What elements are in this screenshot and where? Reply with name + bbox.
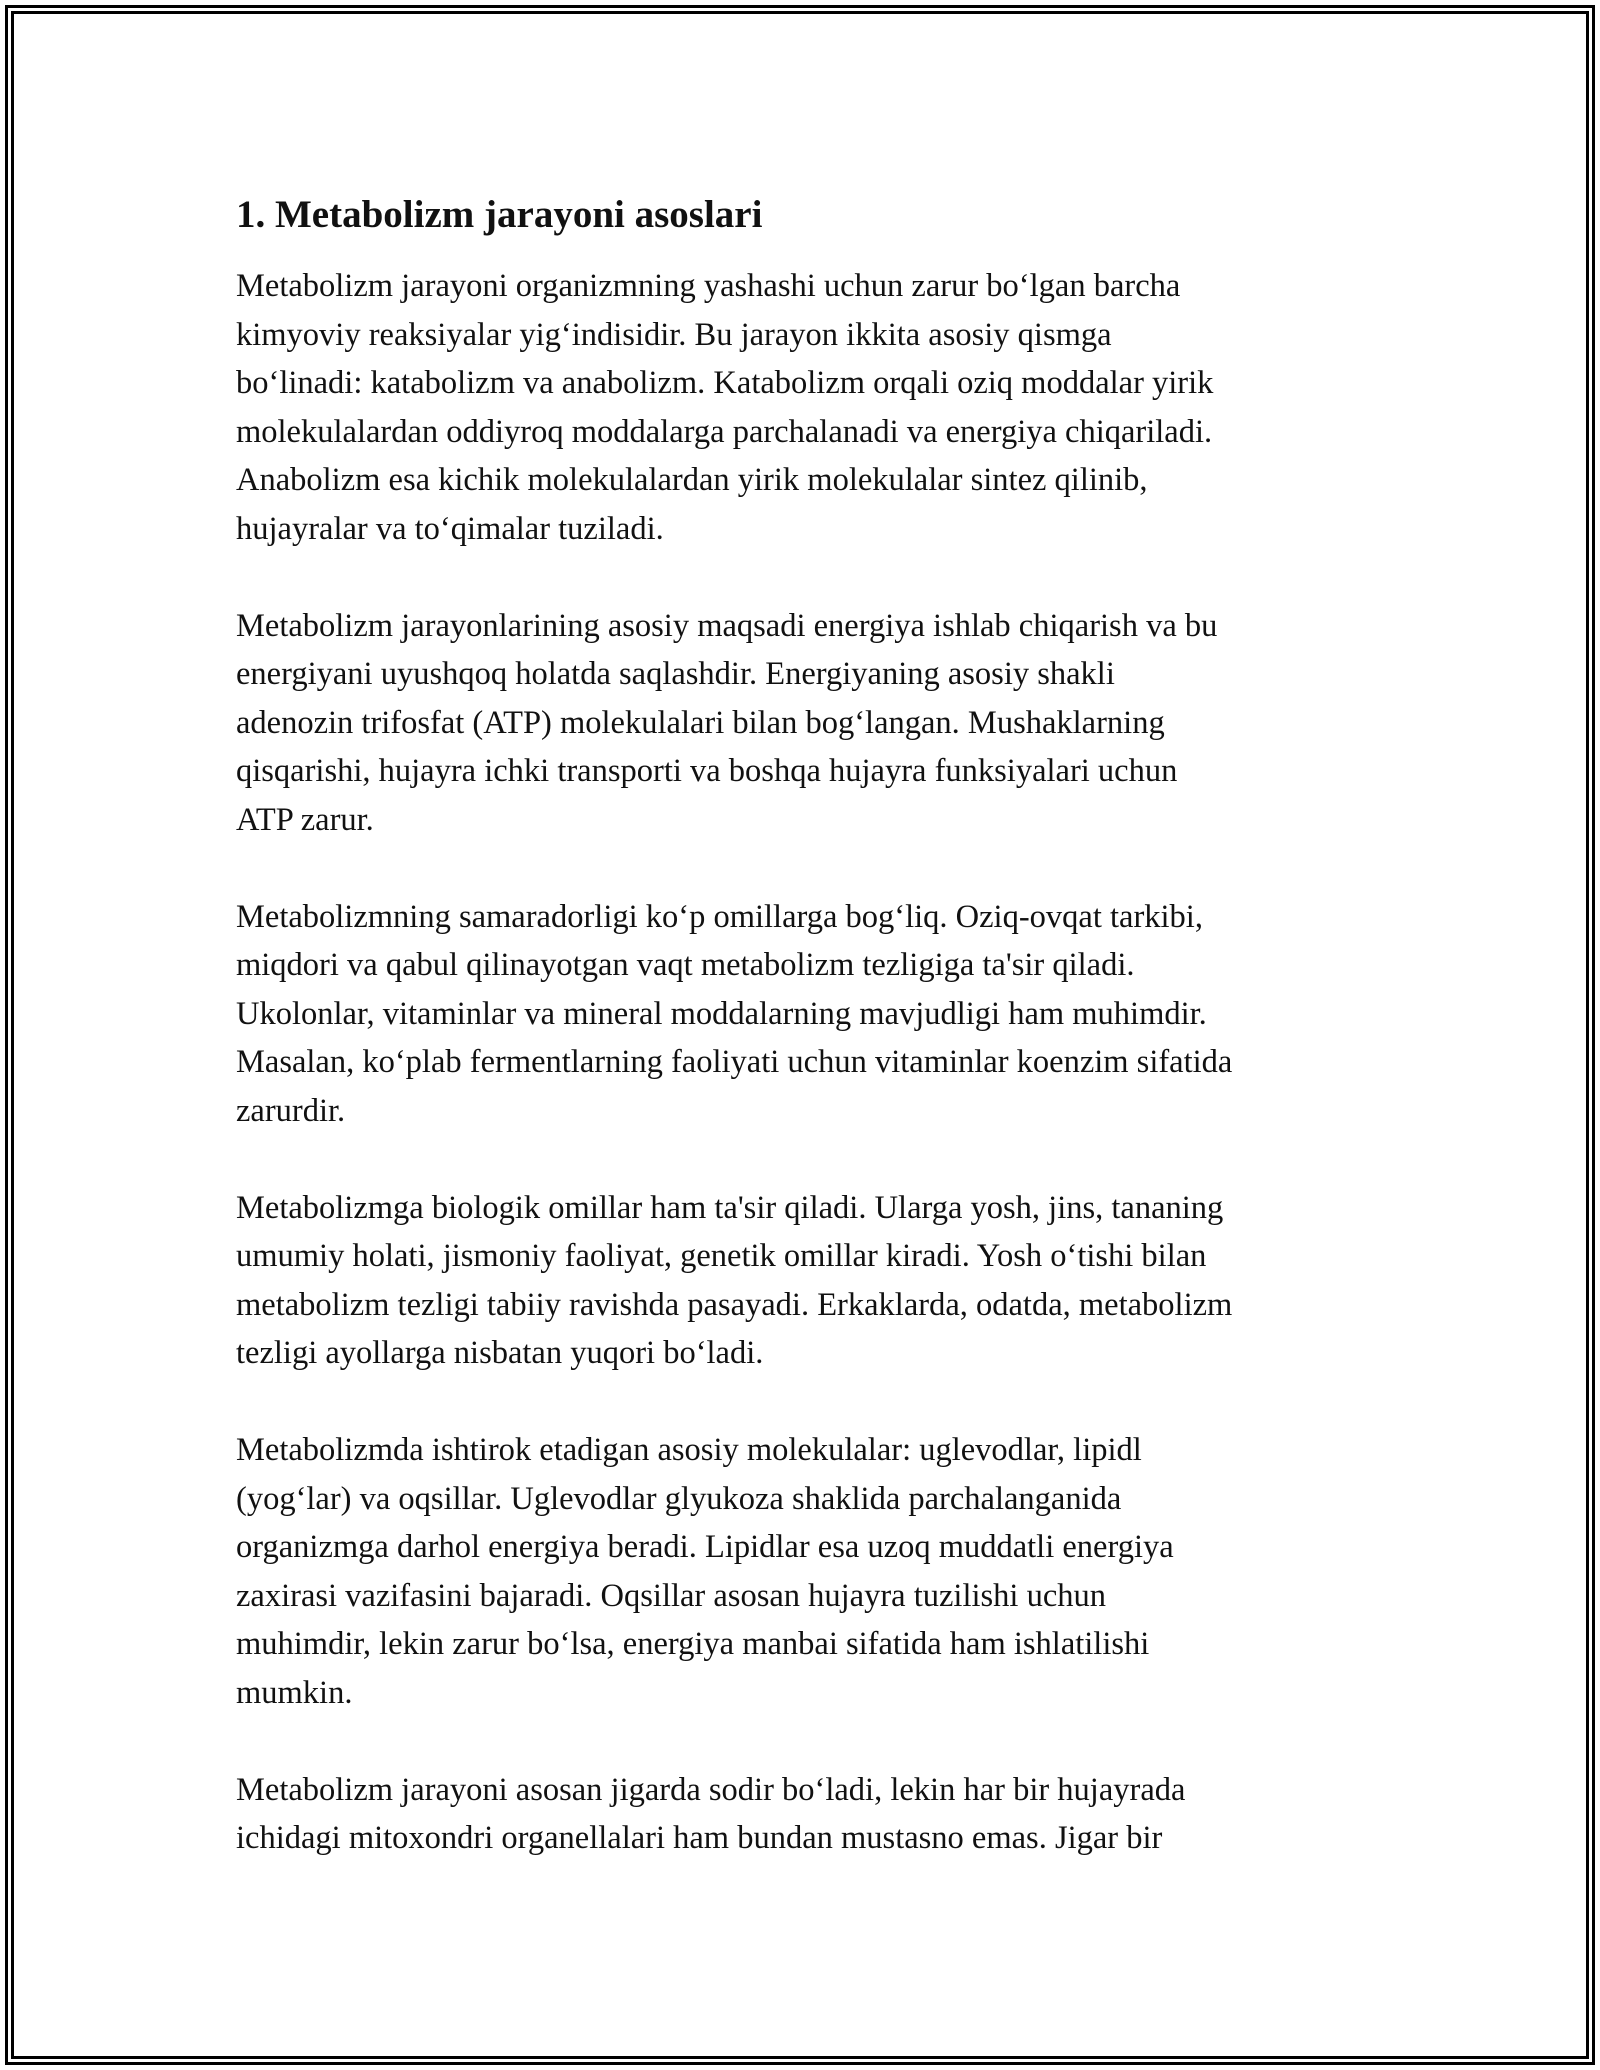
text-line: organizmga darhol energiya beradi. Lipidlar esa uzoq muddatli energiya <box>236 1529 1174 1565</box>
paragraph-4 <box>236 1184 1366 1378</box>
text-line: Metabolizm jarayonlarining asosiy maqsadi energiya ishlab chiqarish va bu <box>236 607 1218 644</box>
text-line: (yog‘lar) va oqsillar. Uglevodlar glyukoza shaklida parchalanganida <box>236 1480 1122 1517</box>
text-line: ATP zarur. <box>236 801 374 838</box>
text-line: bo‘linadi: katabolizm va anabolizm. Katabolizm orqali oziq moddalar yirik <box>236 365 1214 401</box>
text-line: mumkin. <box>236 1674 353 1711</box>
paragraph-2 <box>236 602 1366 845</box>
text-line: zarurdir. <box>236 1092 346 1129</box>
text-line: Anabolizm esa kichik molekulalardan yirik molekulalar sintez qilinib, <box>236 462 1148 498</box>
text-line: miqdori va qabul qilinayotgan vaqt metabolizm tezligiga ta'sir qiladi. <box>236 947 1135 983</box>
paragraph-3 <box>236 893 1366 1136</box>
text-line: Ukolonlar, vitaminlar va mineral moddalarning mavjudligi ham muhimdir. <box>236 995 1207 1032</box>
text-line: Metabolizmda ishtirok etadigan asosiy molekulalar: uglevodlar, lipidl <box>236 1432 1142 1468</box>
text-line: molekulalardan oddiyroq moddalarga parchalanadi va energiya chiqariladi. <box>236 413 1213 450</box>
section-heading: 1. Metabolizm jarayoni asoslari <box>236 193 763 236</box>
text-line: ichidagi mitoxondri organellalari ham bundan mustasno emas. Jigar bir <box>236 1820 1163 1856</box>
text-line: qisqarishi, hujayra ichki transporti va boshqa hujayra funksiyalari uchun <box>236 753 1178 789</box>
text-line: Metabolizmning samaradorligi ko‘p omillarga bog‘liq. Oziq-ovqat tarkibi, <box>236 898 1203 935</box>
text-line: Metabolizm jarayoni organizmning yashashi uchun zarur bo‘lgan barcha <box>236 268 1181 304</box>
paragraph-6 <box>236 1766 1366 1863</box>
paragraph-1 <box>236 262 1366 553</box>
text-line: Masalan, ko‘plab fermentlarning faoliyati uchun vitaminlar koenzim sifatida <box>236 1044 1233 1080</box>
text-line: metabolizm tezligi tabiiy ravishda pasayadi. Erkaklarda, odatda, metabolizm <box>236 1286 1233 1323</box>
text-line: adenozin trifosfat (ATP) molekulalari bilan bog‘langan. Mushaklarning <box>236 704 1165 741</box>
text-line: energiyani uyushqoq holatda saqlashdir. Energiyaning asosiy shakli <box>236 656 1115 692</box>
text-line: kimyoviy reaksiyalar yig‘indisidir. Bu jarayon ikkita asosiy qismga <box>236 316 1112 353</box>
text-line: zaxirasi vazifasini bajaradi. Oqsillar asosan hujayra tuzilishi uchun <box>236 1577 1106 1614</box>
text-line: muhimdir, lekin zarur bo‘lsa, energiya manbai sifatida ham ishlatilishi <box>236 1626 1150 1662</box>
paragraph-5 <box>236 1426 1366 1717</box>
text-line: hujayralar va to‘qimalar tuziladi. <box>236 510 664 547</box>
document-body <box>236 190 1366 1911</box>
text-line: umumiy holati, jismoniy faoliyat, genetik omillar kiradi. Yosh o‘tishi bilan <box>236 1238 1207 1274</box>
text-line: Metabolizm jarayoni asosan jigarda sodir bo‘ladi, lekin har bir hujayrada <box>236 1771 1186 1808</box>
text-line: Metabolizmga biologik omillar ham ta'sir qiladi. Ularga yosh, jins, tananing <box>236 1189 1224 1226</box>
text-line: tezligi ayollarga nisbatan yuqori bo‘ladi. <box>236 1335 764 1371</box>
